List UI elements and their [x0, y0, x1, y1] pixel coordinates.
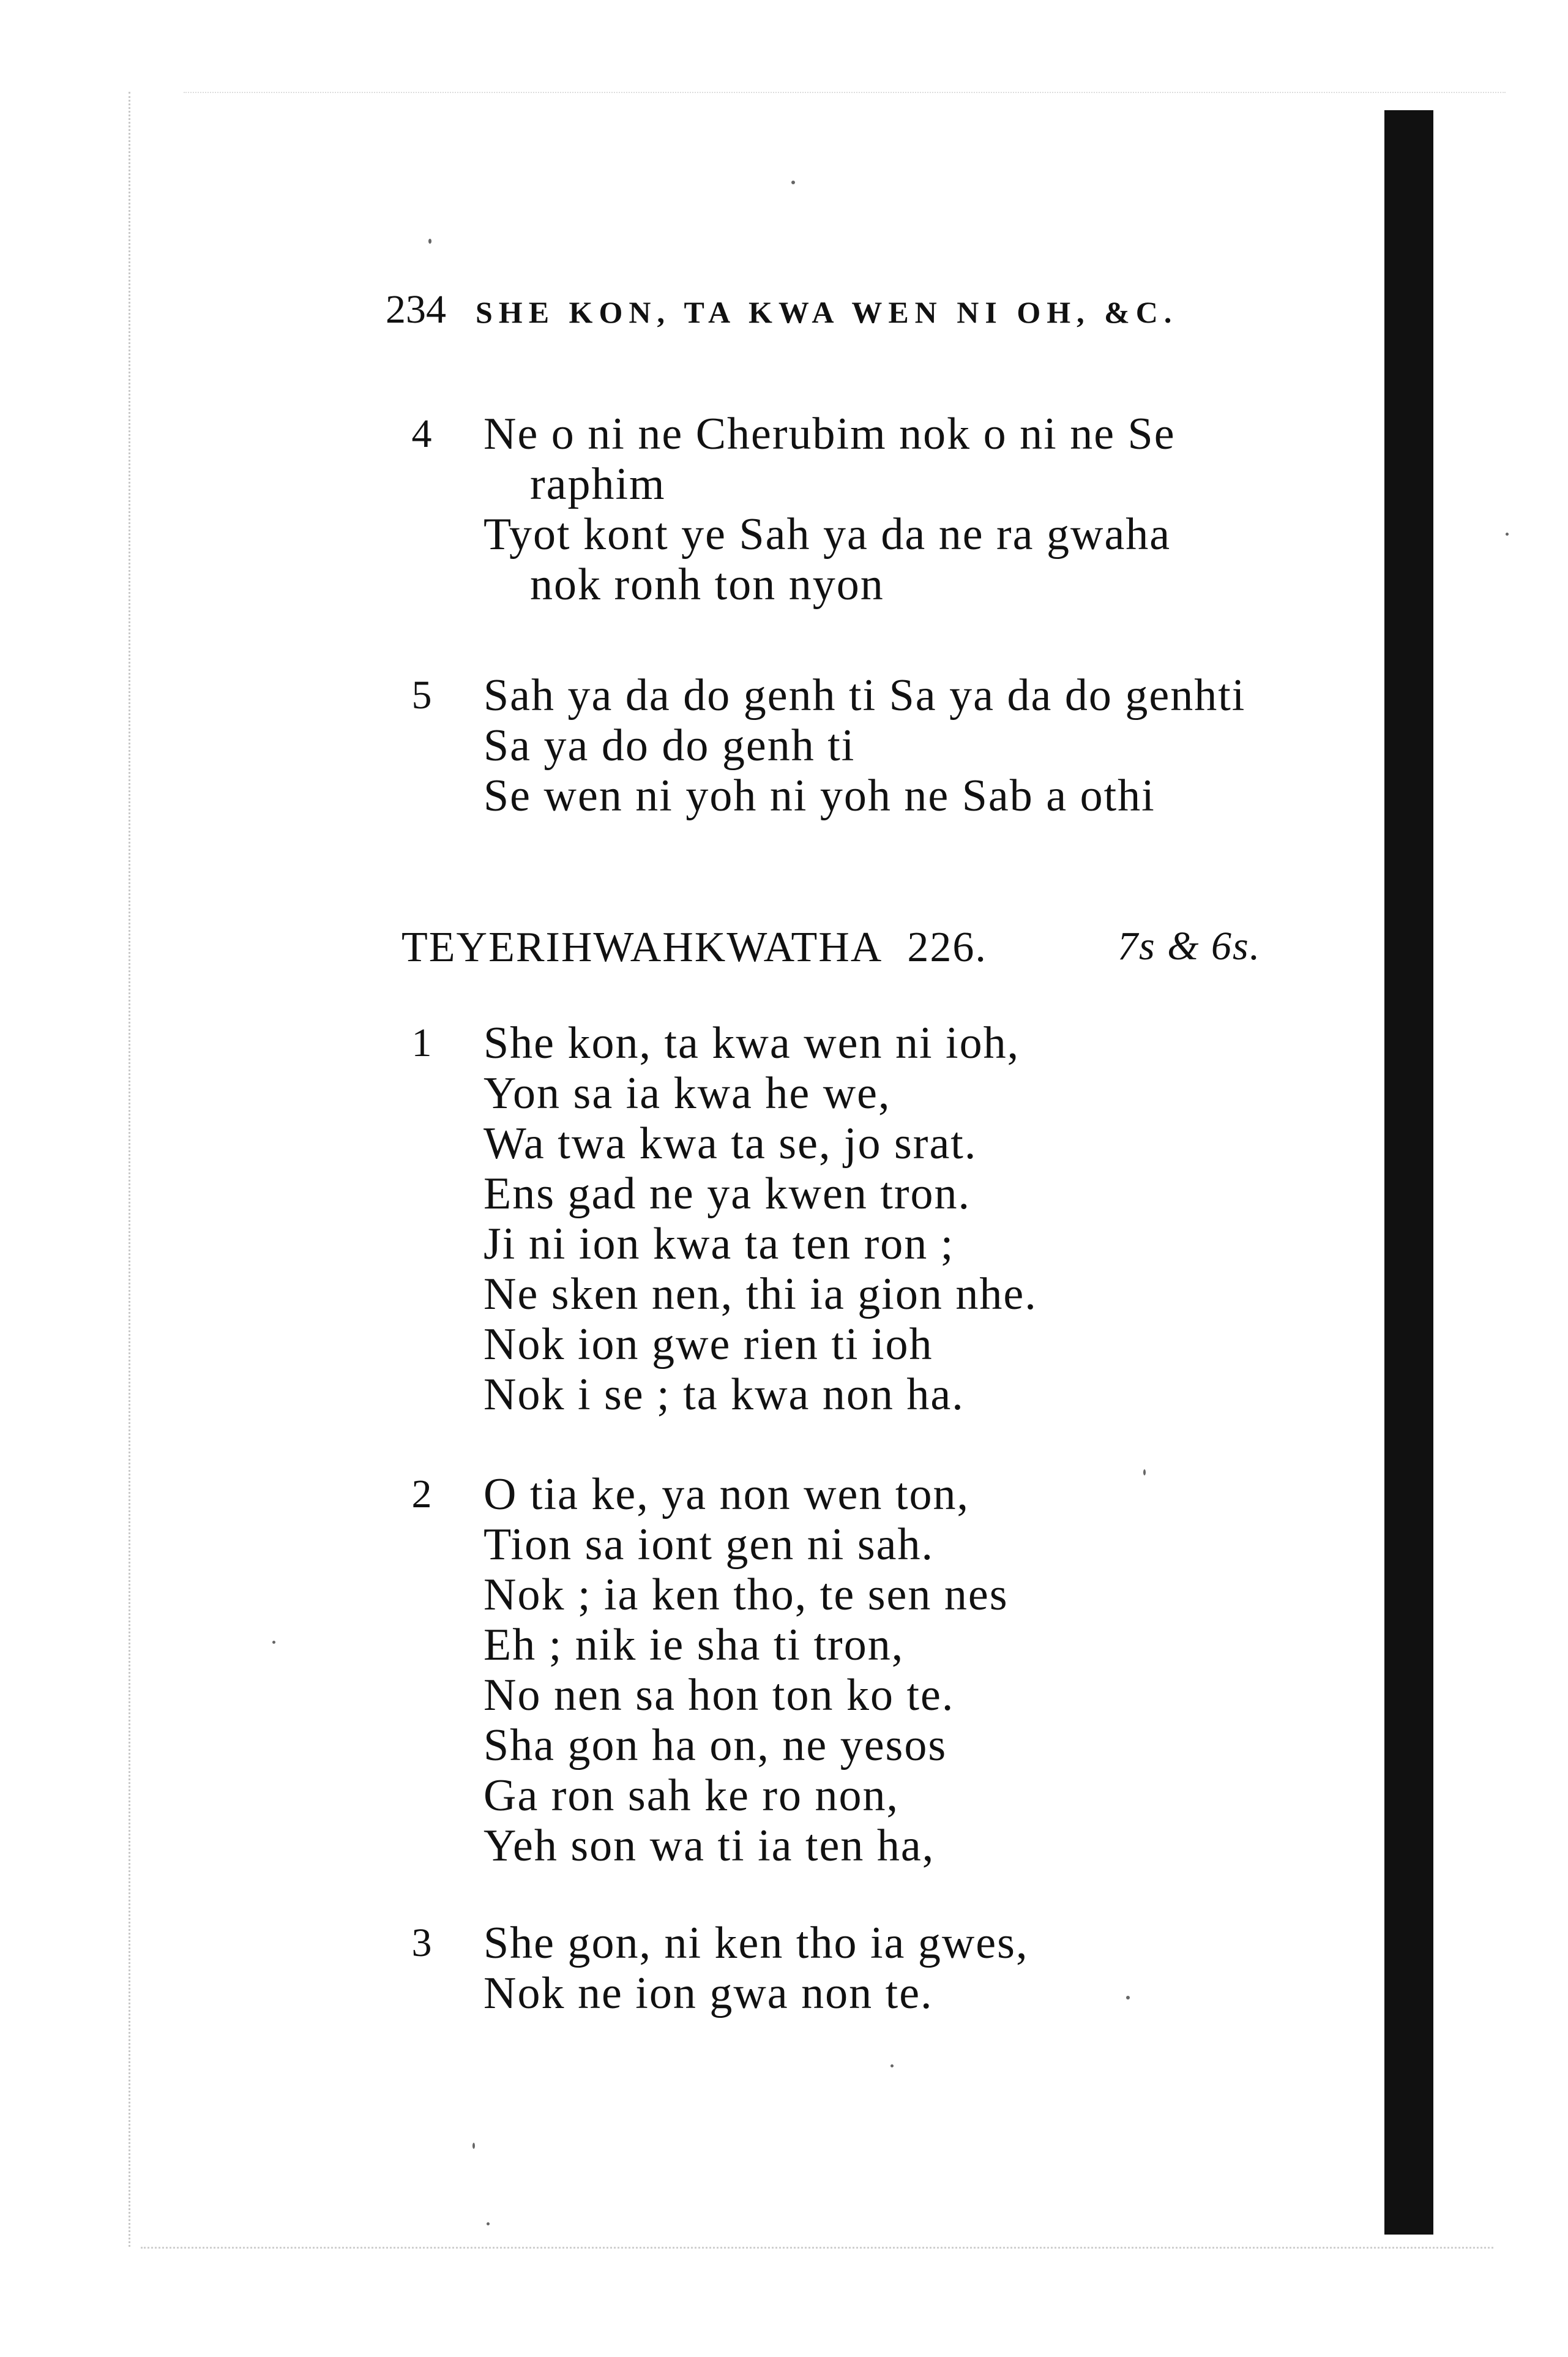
hymn-title: TEYERIHWAHKWATHA — [401, 924, 883, 971]
verse-line: Nok i se ; ta kwa non ha. — [483, 1370, 965, 1420]
scan-speck — [1126, 1996, 1130, 1999]
binding-shadow — [1384, 110, 1433, 2235]
scan-speck — [791, 181, 795, 184]
verse-line: Se wen ni yoh ni yoh ne Sab a othi — [483, 771, 1155, 821]
verse-line: She gon, ni ken tho ia gwes, — [483, 1918, 1029, 1968]
page-top-edge — [184, 92, 1506, 93]
stanza-number: 3 — [411, 1920, 433, 1965]
scan-speck — [272, 1641, 275, 1644]
hymn-meter: 7s & 6s. — [1118, 924, 1261, 969]
scan-speck — [487, 2222, 490, 2225]
scan-speck — [428, 239, 431, 244]
verse-line: Yon sa ia kwa he we, — [483, 1068, 891, 1119]
verse-line: No nen sa hon ton ko te. — [483, 1670, 955, 1720]
verse-line: She kon, ta kwa wen ni ioh, — [483, 1018, 1020, 1068]
verse-line: Sah ya da do genh ti Sa ya da do genhti — [483, 670, 1246, 721]
scan-speck — [1143, 1469, 1146, 1475]
verse-line: Sha gon ha on, ne yesos — [483, 1720, 947, 1771]
verse-line: Ens gad ne ya kwen tron. — [483, 1169, 971, 1219]
verse-line: nok ronh ton nyon — [530, 560, 884, 610]
verse-line: Ne sken nen, thi ia gion nhe. — [483, 1269, 1037, 1319]
stanza-lines — [483, 409, 1176, 610]
stanza-number: 4 — [411, 411, 433, 456]
verse-line: Eh ; nik ie sha ti tron, — [483, 1620, 905, 1670]
stanza-lines — [483, 1469, 1009, 1871]
running-head-title: SHE KON, TA KWA WEN NI OH, &C. — [476, 295, 1178, 329]
verse-line: Ga ron sah ke ro non, — [483, 1771, 900, 1821]
verse-line: Nok ne ion gwa non te. — [483, 1968, 933, 2018]
scan-speck — [472, 2143, 475, 2149]
stanza-lines — [483, 670, 1245, 821]
page-number: 234 — [386, 287, 446, 332]
stanza-lines — [483, 1918, 1028, 2018]
stanza-lines — [483, 1018, 1037, 1420]
stanza-number: 2 — [411, 1472, 433, 1516]
hymn-number: 226. — [907, 924, 987, 971]
stanza-number: 1 — [411, 1021, 433, 1065]
verse-line: Wa twa kwa ta se, jo srat. — [483, 1119, 977, 1169]
verse-line: Tion sa iont gen ni sah. — [483, 1519, 934, 1570]
stanza-number: 5 — [411, 673, 433, 718]
verse-line: Ji ni ion kwa ta ten ron ; — [483, 1219, 955, 1269]
verse-line: Sa ya do do genh ti — [483, 721, 856, 771]
verse-line: O tia ke, ya non wen ton, — [483, 1469, 969, 1519]
scan-speck — [1506, 533, 1509, 536]
hymn-heading — [401, 923, 1261, 972]
scan-speck — [890, 2064, 894, 2067]
verse-line: Yeh son wa ti ia ten ha, — [483, 1821, 935, 1871]
verse-line: Ne o ni ne Cherubim nok o ni ne Se — [483, 409, 1176, 459]
page-left-edge — [129, 92, 130, 2247]
verse-line: Nok ; ia ken tho, te sen nes — [483, 1570, 1009, 1620]
page-bottom-edge — [141, 2247, 1493, 2249]
running-head — [386, 287, 1178, 333]
verse-line: Nok ion gwe rien ti ioh — [483, 1319, 933, 1370]
verse-line: raphim — [530, 459, 666, 509]
verse-line: Tyot kont ye Sah ya da ne ra gwaha — [483, 509, 1171, 560]
